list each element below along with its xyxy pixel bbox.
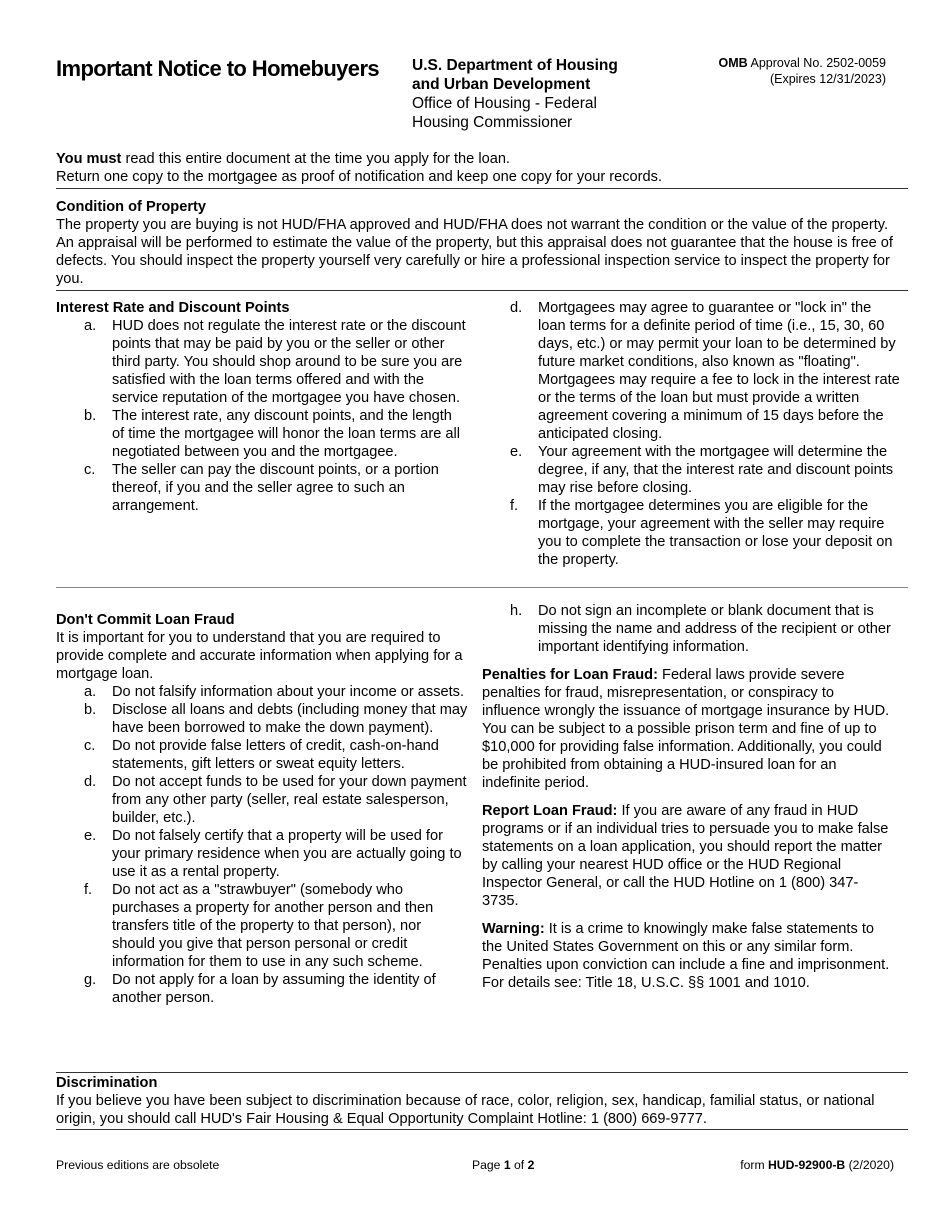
omb-label: OMB bbox=[718, 56, 748, 70]
list-marker: e. bbox=[510, 444, 523, 460]
department-block bbox=[412, 56, 618, 132]
report-text: If you are aware of any fraud in HUD programs or if an individual tries to persuade you to make false statements on a loan application, you should report the matter by calling your nearest HUD office or the HUD Regional Inspector General, or call the HUD Hotline on 1 (800) 347-3735. bbox=[482, 803, 889, 909]
divider bbox=[56, 290, 908, 291]
dept-line-3: Office of Housing - Federal bbox=[412, 95, 597, 112]
list-text: Do not provide false letters of credit, cash-on-hand statements, gift letters or sweat equity letters. bbox=[112, 738, 439, 772]
intro-notice bbox=[56, 150, 896, 186]
penalties-label: Penalties for Loan Fraud: bbox=[482, 667, 658, 683]
list-text: Do not act as a "strawbuyer" (somebody who purchases a property for another person and then transfers title of the property to that person), nor should you give that person personal or credit information for them to use in any such scheme. bbox=[112, 882, 434, 970]
list-marker: e. bbox=[84, 828, 97, 844]
omb-expires: (Expires 12/31/2023) bbox=[769, 72, 886, 86]
list-marker: h. bbox=[510, 603, 523, 619]
list-item bbox=[56, 317, 466, 407]
list-text: Do not accept funds to be used for your down payment from any other party (seller, real estate salesperson, builder, etc.). bbox=[112, 774, 467, 826]
omb-number: Approval No. 2502-0059 bbox=[747, 56, 886, 70]
warning-paragraph bbox=[482, 920, 894, 992]
list-marker: a. bbox=[84, 684, 97, 700]
page-total: 2 bbox=[527, 1158, 535, 1172]
divider bbox=[56, 1072, 908, 1073]
interest-heading: Interest Rate and Discount Points bbox=[56, 300, 290, 316]
page-number bbox=[472, 1158, 534, 1172]
list-marker: f. bbox=[510, 498, 519, 514]
dept-line-4: Housing Commissioner bbox=[412, 114, 573, 131]
divider bbox=[56, 188, 908, 189]
list-text: Mortgagees may agree to guarantee or "lock in" the loan terms for a definite period of time (i.e., 15, 30, 60 days, etc.) or may permit your loan to be determined by future market conditions, also known as "floating". Mortgagees may require a fee to lock in the interest rate or the terms of the loan but must provide a written agreement covering a minimum of 15 days before the anticipated closing. bbox=[538, 300, 900, 442]
condition-heading: Condition of Property bbox=[56, 199, 206, 215]
list-text: If the mortgagee determines you are eligible for the mortgage, your agreement with the seller may require you to complete the transaction or lose your deposit on the property. bbox=[538, 498, 893, 568]
list-item bbox=[56, 971, 468, 1007]
condition-section bbox=[56, 198, 896, 288]
interest-section-left bbox=[56, 299, 466, 515]
page-of: of bbox=[510, 1158, 528, 1172]
page-prefix: Page bbox=[472, 1158, 504, 1172]
list-item bbox=[482, 497, 900, 569]
form-id: HUD-92900-B bbox=[768, 1158, 846, 1172]
intro-bold: You must bbox=[56, 151, 122, 167]
omb-approval bbox=[719, 55, 886, 87]
list-marker: c. bbox=[84, 462, 96, 478]
divider bbox=[56, 1129, 908, 1130]
list-item bbox=[56, 773, 468, 827]
page-current: 1 bbox=[503, 1158, 511, 1172]
list-text: The seller can pay the discount points, or a portion thereof, if you and the seller agree to such an arrangement. bbox=[112, 462, 439, 514]
list-text: Your agreement with the mortgagee will determine the degree, if any, that the interest rate and discount points may rise before closing. bbox=[538, 444, 894, 496]
penalties-text: Federal laws provide severe penalties for fraud, misrepresentation, or conspiracy to influence wrongly the issuance of mortgage insurance by HUD. You can be subject to a possible prison term and fine of up to $10,000 for providing false information. Additionally, you could be prohibited from obtaining a HUD-insured loan for an indefinite period. bbox=[482, 667, 890, 791]
list-marker: d. bbox=[84, 774, 97, 790]
list-item bbox=[56, 701, 468, 737]
list-text: Do not falsely certify that a property will be used for your primary residence when you are actually going to use it as a rental property. bbox=[112, 828, 462, 880]
discrimination-body: If you believe you have been subject to discrimination because of race, color, religion, sex, handicap, familial status, or national origin, you should call HUD's Fair Housing & Equal Opportunity Complaint Hotline: 1 (800) 669-9777. bbox=[56, 1093, 875, 1127]
fraud-heading: Don't Commit Loan Fraud bbox=[56, 612, 235, 628]
list-text: Disclose all loans and debts (including money that may have been borrowed to make the down payment). bbox=[112, 702, 468, 736]
list-text: The interest rate, any discount points, and the length of time the mortgagee will honor the loan terms are all negotiated between you and the mortgagee. bbox=[112, 408, 460, 460]
warning-label: Warning: bbox=[482, 921, 545, 937]
list-item bbox=[56, 461, 466, 515]
list-marker: d. bbox=[510, 300, 523, 316]
list-text: Do not sign an incomplete or blank document that is missing the name and address of the recipient or other important identifying information. bbox=[538, 603, 891, 655]
list-item bbox=[56, 737, 468, 773]
list-text: Do not apply for a loan by assuming the identity of another person. bbox=[112, 972, 436, 1006]
list-item bbox=[56, 683, 468, 701]
list-item bbox=[482, 299, 900, 443]
list-marker: g. bbox=[84, 972, 97, 988]
discrimination-heading: Discrimination bbox=[56, 1075, 158, 1091]
form-date: (2/2020) bbox=[845, 1158, 894, 1172]
intro-line-2: Return one copy to the mortgagee as proof of notification and keep one copy for your records. bbox=[56, 169, 663, 185]
list-marker: a. bbox=[84, 318, 97, 334]
list-marker: b. bbox=[84, 408, 97, 424]
list-marker: f. bbox=[84, 882, 93, 898]
condition-body: The property you are buying is not HUD/FHA approved and HUD/FHA does not warrant the condition or the value of the property. An appraisal will be performed to estimate the value of the property, but this appraisal does not guarantee that the house is free of defects. You should inspect the property yourself very carefully or hire a professional inspection service to inspect the property for you. bbox=[56, 217, 893, 287]
report-label: Report Loan Fraud: bbox=[482, 803, 618, 819]
penalties-paragraph bbox=[482, 666, 894, 792]
list-item bbox=[482, 602, 894, 656]
interest-section-right bbox=[482, 299, 900, 569]
form-number bbox=[740, 1158, 894, 1172]
list-marker: b. bbox=[84, 702, 97, 718]
list-text: Do not falsify information about your income or assets. bbox=[112, 684, 465, 700]
discrimination-section bbox=[56, 1074, 906, 1128]
divider bbox=[56, 587, 908, 588]
list-text: HUD does not regulate the interest rate or the discount points that may be paid by you or the seller or other third party. You should shop around to be sure you are satisfied with the loan terms offered and with the service reputation of the mortgagee you have chosen. bbox=[112, 318, 466, 406]
fraud-section-left bbox=[56, 611, 468, 1007]
fraud-section-right bbox=[482, 602, 894, 1002]
list-item bbox=[482, 443, 900, 497]
warning-text: It is a crime to knowingly make false statements to the United States Government on this or any similar form. Penalties upon conviction can include a fine and imprisonment. For details see: Title 18, U.S.C. §§ 1001 and 1010. bbox=[482, 921, 890, 991]
dept-line-1: U.S. Department of Housing bbox=[412, 57, 618, 74]
list-item bbox=[56, 827, 468, 881]
report-paragraph bbox=[482, 802, 894, 910]
form-prefix: form bbox=[740, 1158, 768, 1172]
intro-text: read this entire document at the time you apply for the loan. bbox=[121, 151, 510, 167]
page-title: Important Notice to Homebuyers bbox=[56, 56, 380, 81]
list-item bbox=[56, 881, 468, 971]
dept-line-2: and Urban Development bbox=[412, 76, 591, 93]
footer-obsolete: Previous editions are obsolete bbox=[56, 1158, 220, 1172]
list-marker: c. bbox=[84, 738, 96, 754]
list-item bbox=[56, 407, 466, 461]
fraud-intro: It is important for you to understand that you are required to provide complete and accurate information when applying for a mortgage loan. bbox=[56, 630, 463, 682]
